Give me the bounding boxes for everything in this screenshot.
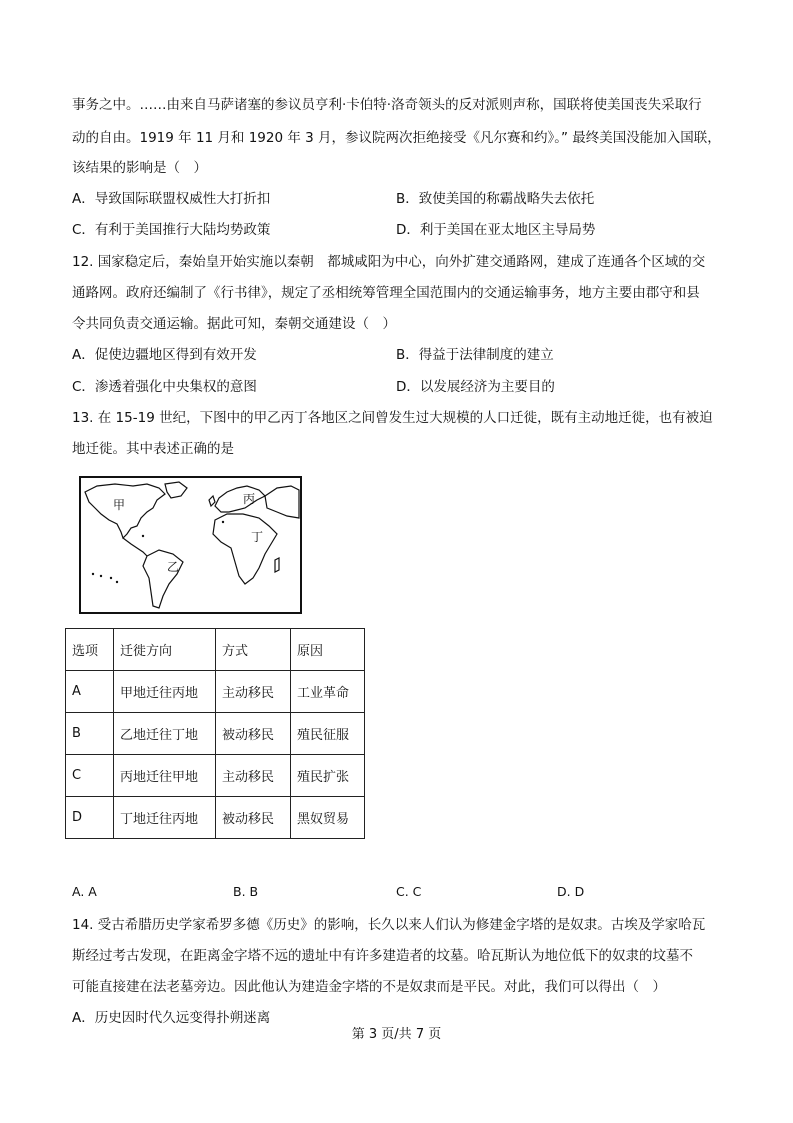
table-cell: A	[66, 671, 114, 713]
q12-option-b: B．得益于法律制度的建立	[396, 347, 554, 363]
europe-shape	[215, 486, 265, 512]
table-row	[66, 713, 365, 755]
world-map-figure	[79, 476, 302, 614]
q13-answer-a: A. A	[72, 884, 97, 899]
q13-text-line-2: 地迁徙。其中表述正确的是	[72, 441, 234, 457]
q11-option-b: B．致使美国的称霸战略失去依托	[396, 191, 595, 207]
table-cell: 甲地迁往丙地	[114, 671, 216, 713]
greenland-shape	[165, 482, 187, 498]
q11-text-line-3: 该结果的影响是（ ）	[72, 160, 207, 176]
madagascar-shape	[275, 558, 279, 572]
island-dot	[222, 521, 224, 523]
q12-text-line-3: 令共同负责交通运输。据此可知，秦朝交通建设（ ）	[72, 316, 396, 332]
q12-option-a: A．促使边疆地区得到有效开发	[72, 347, 257, 363]
south-america-shape	[143, 550, 183, 608]
table-cell: D	[66, 797, 114, 839]
table-cell: 工业革命	[291, 671, 365, 713]
table-cell: 丙地迁往甲地	[114, 755, 216, 797]
q13-answer-b: B. B	[233, 884, 259, 899]
q11-option-a: A．导致国际联盟权威性大打折扣	[72, 191, 271, 207]
q11-option-d: D．利于美国在亚太地区主导局势	[396, 222, 596, 238]
table-cell: 殖民征服	[291, 713, 365, 755]
q14-text-line-3: 可能直接建在法老墓旁边。因此他认为建造金字塔的不是奴隶而是平民。对此，我们可以得出（ ）	[72, 979, 666, 995]
table-header-cell: 迁徙方向	[114, 629, 216, 671]
q14-option-a: A．历史因时代久远变得扑朔迷离	[72, 1010, 271, 1026]
q14-text-line-2: 斯经过考古发现，在距离金字塔不远的遗址中有许多建造者的坟墓。哈瓦斯认为地位低下的奴隶的坟墓不	[72, 948, 693, 964]
table-header-cell: 选项	[66, 629, 114, 671]
q13-text-line-1: 13. 在 15-19 世纪，下图中的甲乙丙丁各地区之间曾发生过大规模的人口迁徙，既有主动地迁徙，也有被迫	[72, 410, 713, 426]
british-isles-shape	[209, 496, 215, 506]
asia-edge-shape	[265, 486, 299, 518]
table-cell: 被动移民	[216, 713, 291, 755]
q13-options-table	[65, 628, 365, 839]
island-dot	[110, 577, 112, 579]
table-cell: 主动移民	[216, 755, 291, 797]
q13-answer-c: C. C	[396, 884, 422, 899]
africa-shape	[213, 514, 277, 584]
central-america-shape	[123, 538, 147, 556]
q11-text-line-2: 动的自由。1919 年 11 月和 1920 年 3 月，参议院两次拒绝接受《凡尔赛和约》。” 最终美国没能加入国联，	[72, 130, 721, 146]
q11-option-c: C．有利于美国推行大陆均势政策	[72, 222, 271, 238]
q12-option-d: D．以发展经济为主要目的	[396, 379, 555, 395]
table-cell: 丁地迁往丙地	[114, 797, 216, 839]
q14-text-line-1: 14. 受古希腊历史学家希罗多德《历史》的影响，长久以来人们认为修建金字塔的是奴隶。古埃及学家哈瓦	[72, 917, 706, 933]
island-dot	[142, 535, 144, 537]
map-label-ding: 丁	[251, 530, 264, 544]
map-label-yi: 乙	[167, 560, 180, 574]
table-cell: B	[66, 713, 114, 755]
q11-text-line-1: 事务之中。……由来自马萨诸塞的参议员亨利·卡伯特·洛奇领头的反对派则声称，国联将使美国丧失采取行	[72, 97, 702, 113]
table-cell: 被动移民	[216, 797, 291, 839]
table-header-cell: 原因	[291, 629, 365, 671]
table-cell: C	[66, 755, 114, 797]
table-row	[66, 671, 365, 713]
q12-option-c: C．渗透着强化中央集权的意图	[72, 379, 257, 395]
page-footer: 第 3 页/共 7 页	[351, 1027, 442, 1042]
table-cell: 殖民扩张	[291, 755, 365, 797]
q12-text-line-1: 12. 国家稳定后，秦始皇开始实施以秦朝 都城咸阳为中心，向外扩建交通路网，建成了连通各个区域的交	[72, 254, 706, 270]
q13-answer-d: D. D	[557, 884, 585, 899]
table-cell: 主动移民	[216, 671, 291, 713]
map-label-jia: 甲	[113, 498, 126, 512]
table-header-row	[66, 629, 365, 671]
q12-text-line-2: 通路网。政府还编制了《行书律》，规定了丞相统筹管理全国范围内的交通运输事务，地方主要由郡守和县	[72, 285, 700, 301]
island-dot	[92, 573, 94, 575]
island-dot	[100, 575, 102, 577]
table-row	[66, 755, 365, 797]
table-cell: 乙地迁往丁地	[114, 713, 216, 755]
island-dot	[116, 581, 118, 583]
table-header-cell: 方式	[216, 629, 291, 671]
map-label-bing: 丙	[243, 492, 256, 506]
table-row	[66, 797, 365, 839]
table-cell: 黑奴贸易	[291, 797, 365, 839]
